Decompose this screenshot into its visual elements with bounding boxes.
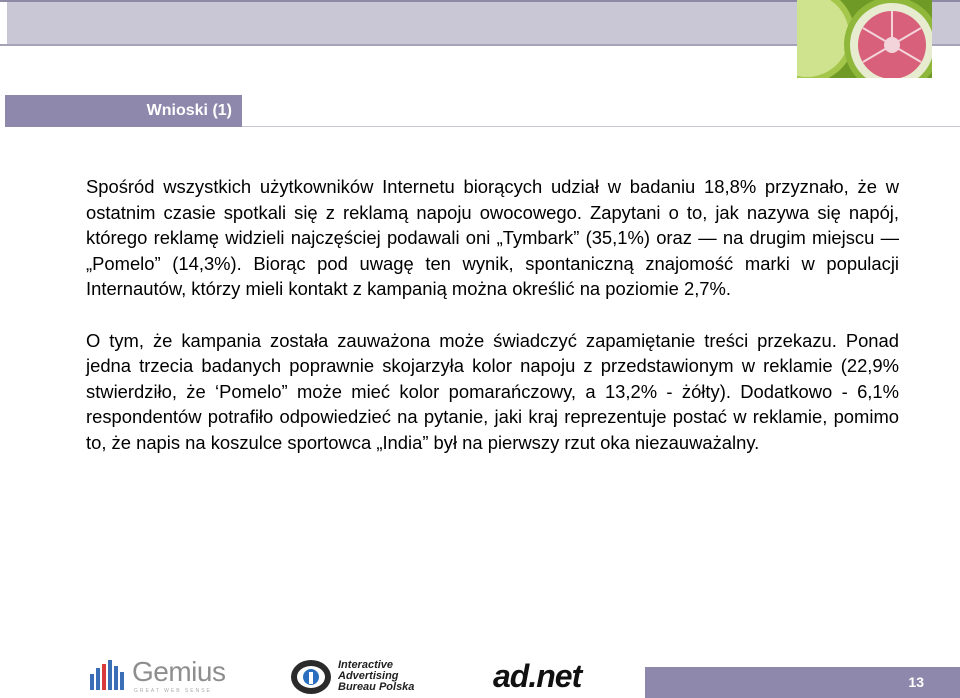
top-banner-edge [0,2,7,44]
gemius-tagline: GREAT WEB SENSE [134,688,212,694]
gemius-bars-icon [90,660,130,694]
page-number: 13 [908,674,924,690]
pomelo-fruit-graphic [797,0,932,78]
paragraph-2: O tym, że kampania została zauważona może świadczyć zapamiętanie treści przekazu. Ponad jedna trzecia badanych poprawnie skojarzyła kolor napoju z przedstawionym w reklamie (22,9% stwierdziło, że ‘Pomelo” może mieć kolor pomarańczowy, a 13,2% - żółty). Dodatkowo - 6,1% respondentów potrafiło odpowiedzieć na pytanie, jaki kraj reprezentuje postać w reklamie, pomimo to, że napis na koszulce sportowca „India” był na pierwszy rzut oka niezauważalny. [86,329,899,453]
adnet-wordmark: ad.net [493,658,582,694]
slide-body [86,174,899,456]
adnet-logo [493,656,603,696]
slide-title: Wnioski (1) [146,102,232,119]
pomelo-fruit-image [797,0,932,78]
footer-bar [645,667,960,698]
iab-line-2: Advertising [338,670,399,682]
iab-logo [290,656,440,698]
iab-eye-icon [290,658,332,696]
title-divider [242,126,960,127]
paragraph-1: Spośród wszystkich użytkowników Internetu biorących udział w badaniu 18,8% przyznało, że w ostatnim czasie spotkali się z reklamą napoju owocowego. Zapytani o to, jak nazywa się napój, którego reklamę widzieli najczęściej podawali oni „Tymbark” (35,1%) oraz — na drugim miejscu — „Pomelo” (14,3%). Biorąc pod uwagę ten wynik, spontaniczną znajomość marki w populacji Internautów, którzy mieli kontakt z kampanią można określić na poziomie 2,7%. [86,176,899,300]
iab-line-1: Interactive [338,659,394,671]
gemius-logo [90,656,235,696]
slide-title-bar [5,95,242,127]
iab-line-3: Bureau Polska [338,681,415,693]
gemius-wordmark: Gemius [132,656,226,687]
